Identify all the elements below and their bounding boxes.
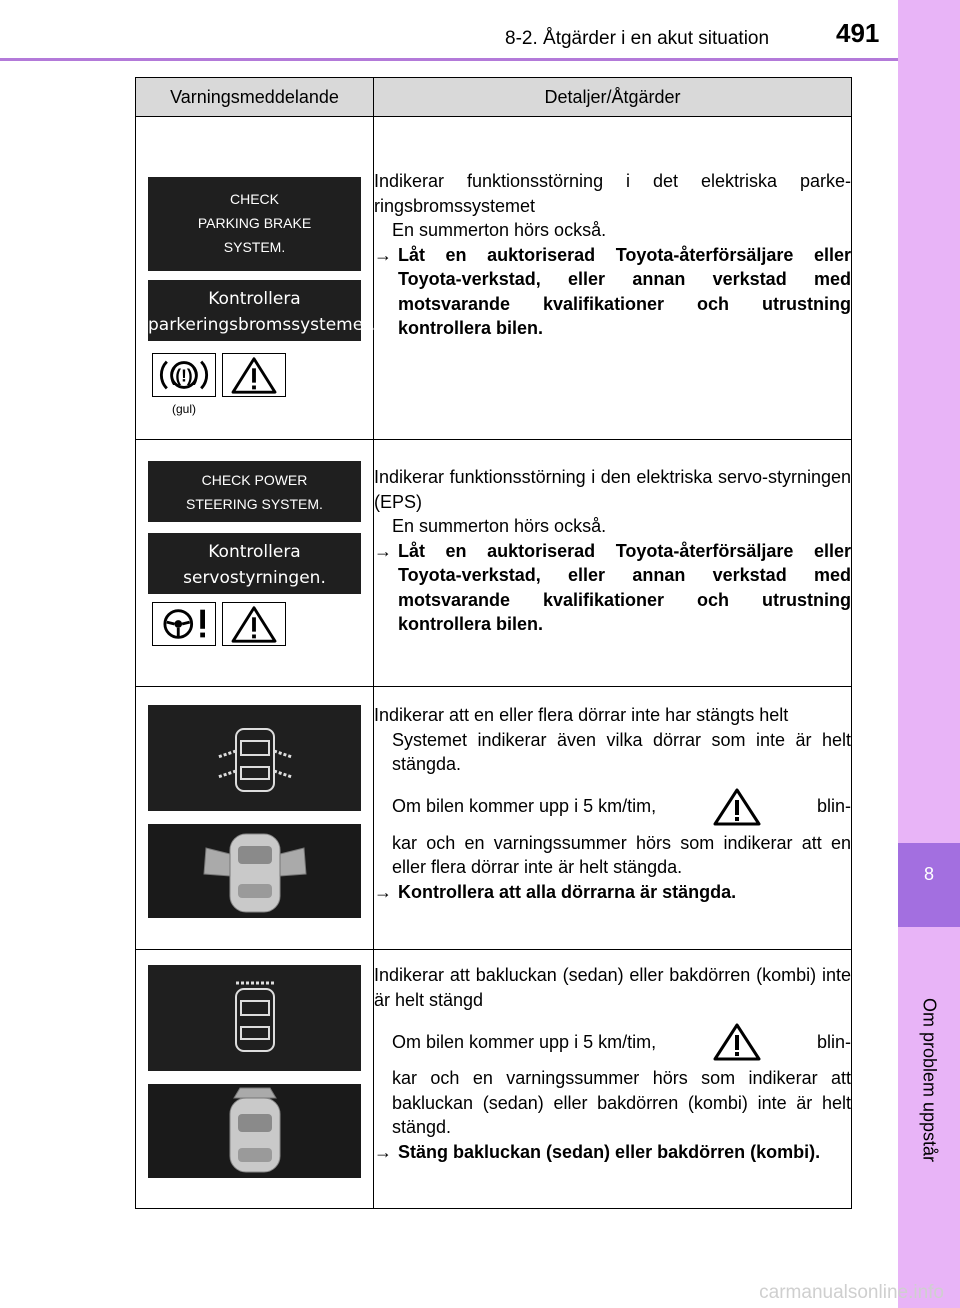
chapter-label: Om problem uppstår: [919, 997, 940, 1163]
steering-warning-icon: [152, 602, 216, 646]
svg-text:((!)): ((!)): [169, 365, 199, 386]
warning-triangle-icon: [705, 1022, 769, 1062]
arrow-icon: →: [374, 881, 392, 902]
icon-color-label: (gul): [172, 402, 197, 416]
speed-sentence: Om bilen kommer upp i 5 km/tim, blin-: [374, 1022, 851, 1062]
arrow-icon: →: [374, 1141, 392, 1162]
arrow-icon: →: [374, 540, 392, 561]
speed-continuation: kar och en varningssummer hörs som indikerar att bakluckan (sedan) eller bakdörren (kombi) inte är helt stängd.: [392, 1068, 851, 1137]
speed-continuation: kar och en varningssummer hörs som indikerar att en eller flera dörrar inte är helt stängda.: [392, 832, 851, 877]
warning-table: [135, 77, 852, 1209]
row-description: Indikerar funktionsstörning i det elektriska parke-ringsbromssystemet: [374, 171, 851, 216]
message-en: CHECK PARKING BRAKE SYSTEM.: [148, 177, 361, 271]
door-open-display: [148, 705, 361, 811]
header-rule: [0, 58, 898, 61]
speed-sentence: Om bilen kommer upp i 5 km/tim, blin-: [374, 787, 851, 827]
watermark: carmanualsonline.info: [759, 1282, 944, 1303]
car-trunk-open-icon: [148, 965, 361, 1071]
row-note: En summerton hörs också.: [392, 220, 607, 240]
warning-triangle-icon: [222, 353, 286, 397]
row-description: Indikerar att en eller flera dörrar inte har stängts helt: [374, 705, 789, 725]
message-sv: Kontrollera parkeringsbromssystemet.: [148, 280, 361, 341]
car-trunk-open-image: [148, 1084, 361, 1178]
col-header-message: Varningsmeddelande: [136, 78, 374, 117]
row-note: En summerton hörs också.: [392, 516, 607, 536]
car-doors-open-icon: [148, 705, 361, 811]
row-note: Systemet indikerar även vilka dörrar som inte är helt stängda.: [392, 729, 851, 774]
row-action: → Stäng bakluckan (sedan) eller bakdörren (kombi).: [374, 1140, 851, 1165]
parking-brake-icon: [152, 353, 216, 397]
warning-triangle-icon: [222, 602, 286, 646]
table-row: [136, 440, 852, 687]
trunk-open-display: [148, 965, 361, 1071]
row-action: → Låt en auktoriserad Toyota-återförsäljare eller Toyota-verkstad, eller annan verkstad med motsvarande kvalifikationer och utrustning kontrollera bilen.: [374, 540, 851, 634]
row-description: Indikerar att bakluckan (sedan) eller bakdörren (kombi) inte är helt stängd: [374, 965, 851, 1010]
message-en: CHECK POWER STEERING SYSTEM.: [148, 461, 361, 522]
message-sv: Kontrollera servostyrningen.: [148, 533, 361, 594]
table-row: [136, 117, 852, 440]
section-title: 8-2. Åtgärder i en akut situation: [505, 28, 770, 49]
col-header-details: Detaljer/Åtgärder: [374, 78, 852, 117]
chapter-number: 8: [898, 843, 960, 927]
car-doors-open-image: [148, 824, 361, 918]
warning-triangle-icon: [705, 787, 769, 827]
row-description: Indikerar funktionsstörning i den elektriska servo-styrningen (EPS): [374, 467, 851, 512]
arrow-icon: →: [374, 244, 392, 265]
table-row: [136, 687, 852, 950]
row-action: → Låt en auktoriserad Toyota-återförsäljare eller Toyota-verkstad, eller annan verkstad med motsvarande kvalifikationer och utrustning kontrollera bilen.: [374, 244, 851, 338]
row-action: → Kontrollera att alla dörrarna är stängda.: [374, 880, 851, 905]
page-number: 491: [836, 18, 880, 48]
table-row: [136, 950, 852, 1209]
